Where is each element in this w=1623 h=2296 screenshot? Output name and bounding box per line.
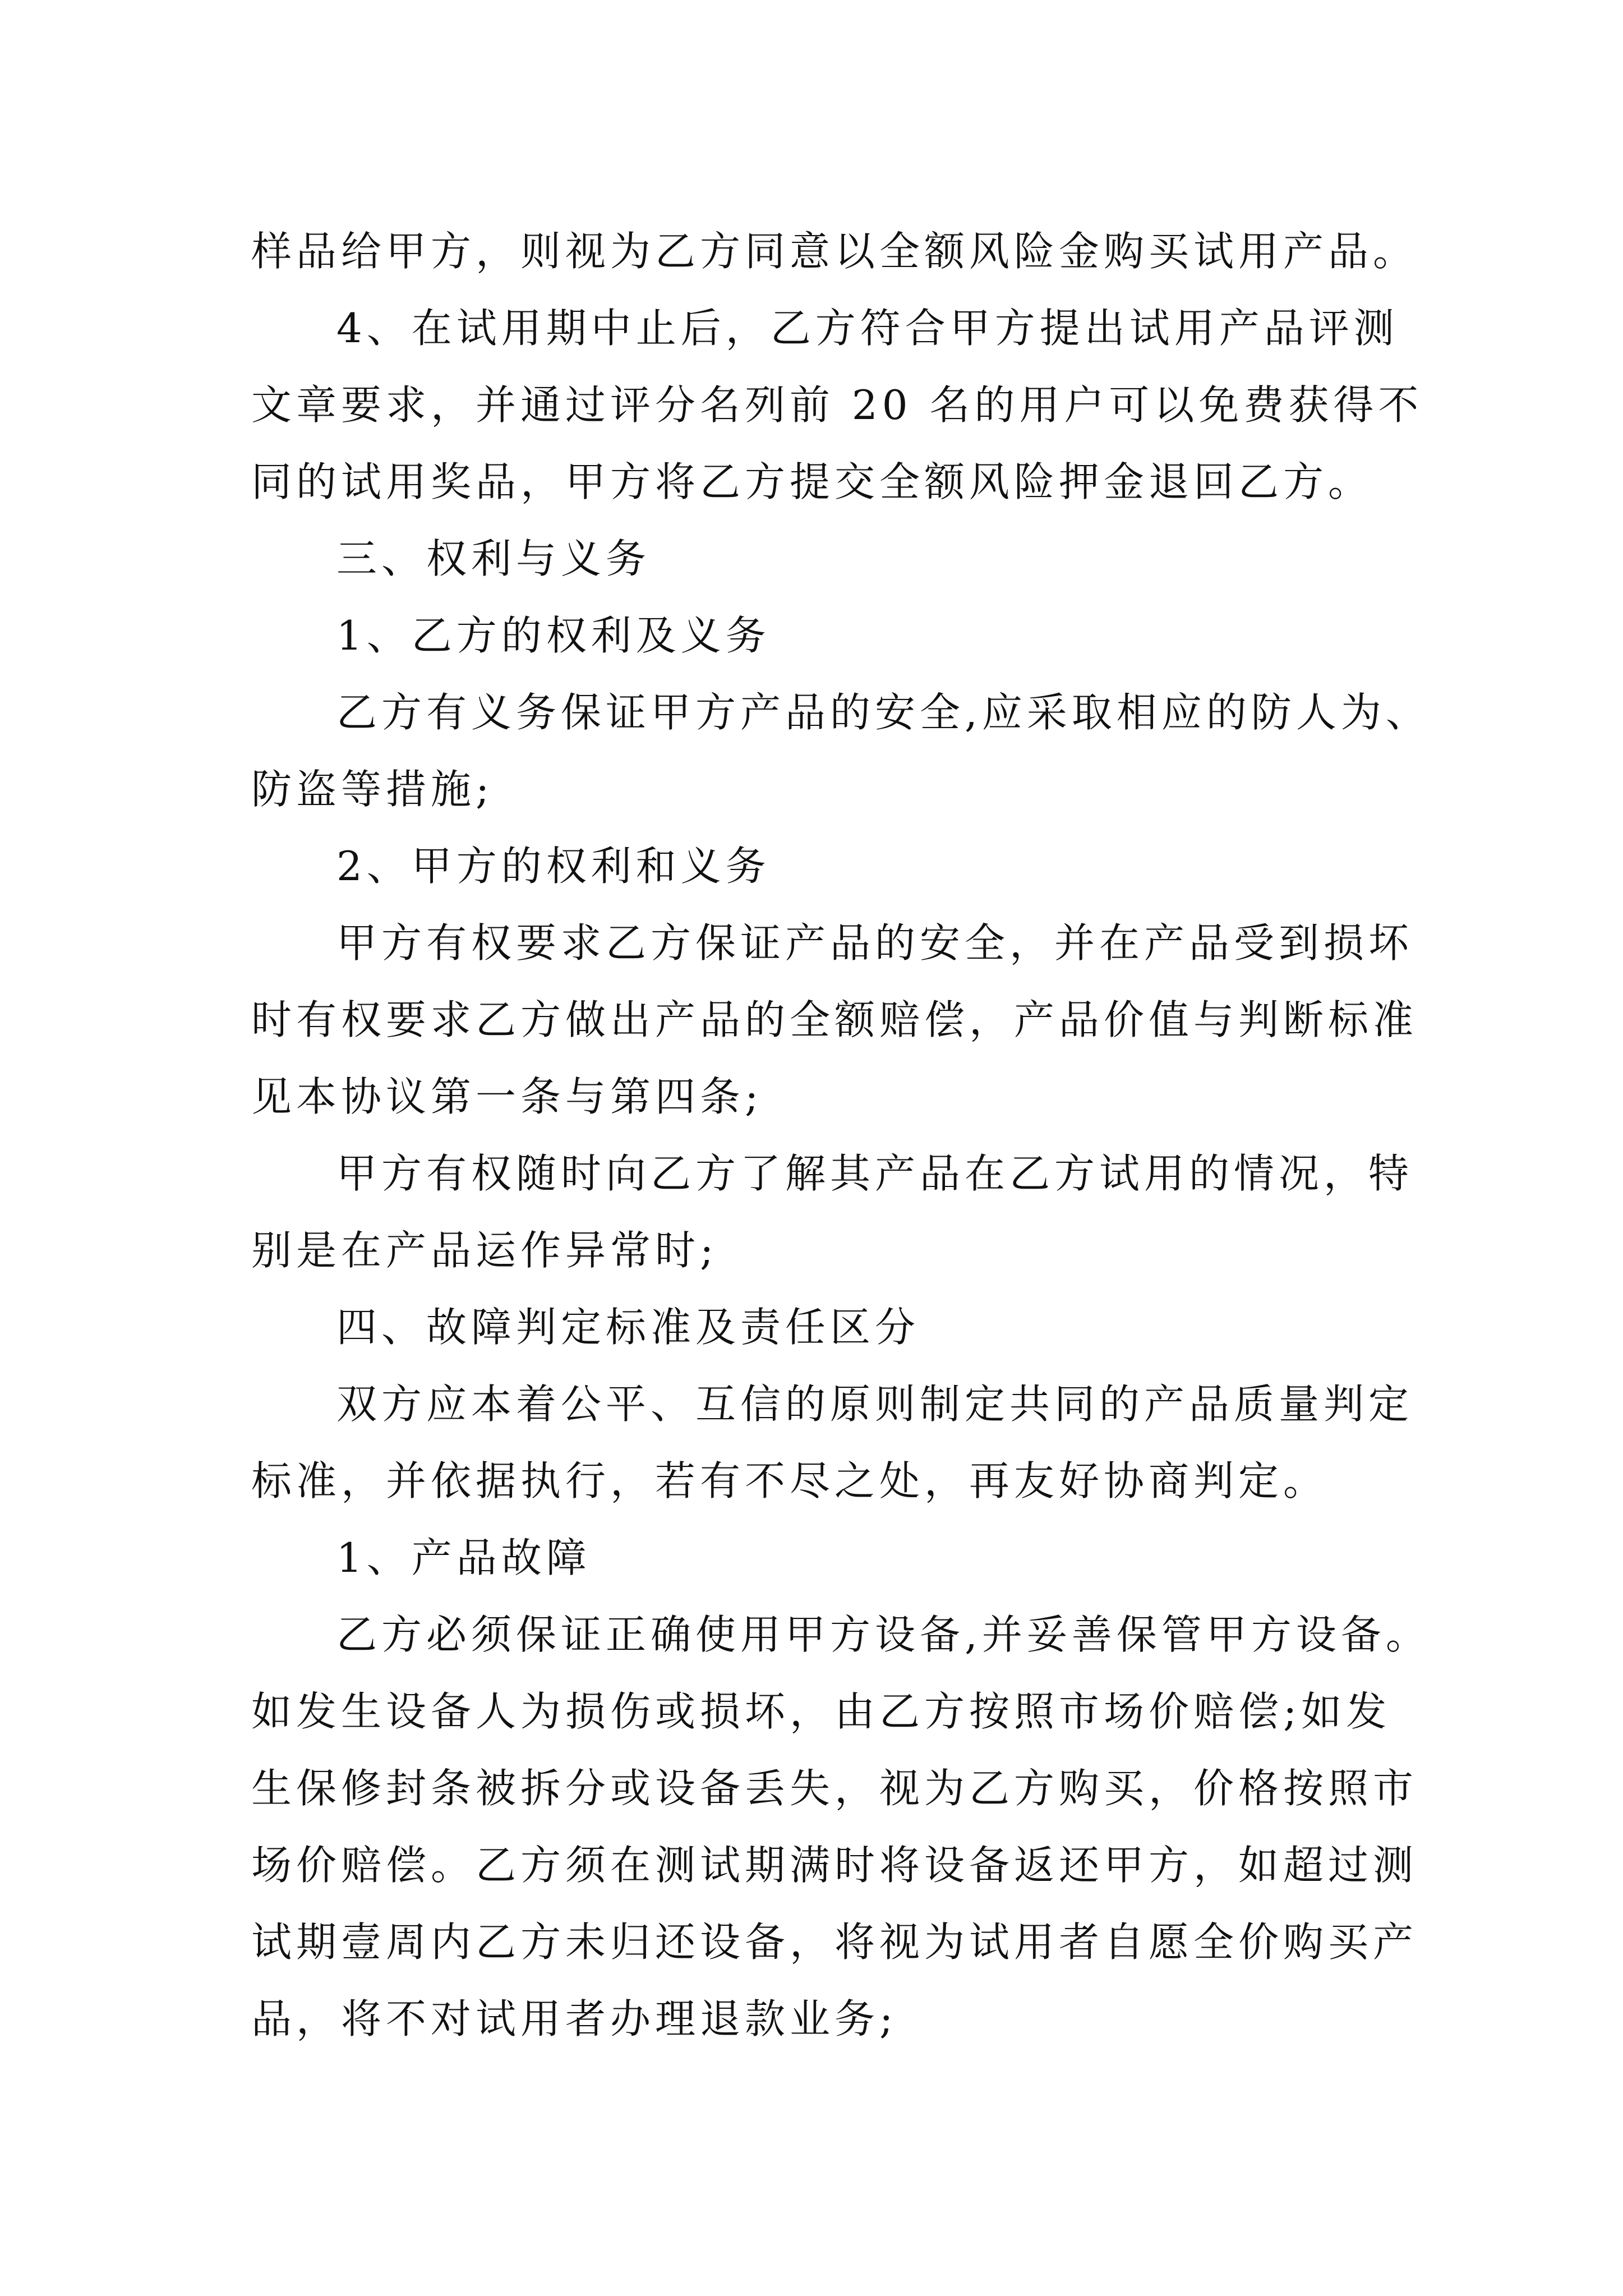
text-line: 甲方有权随时向乙方了解其产品在乙方试用的情况，特: [336, 1150, 1414, 1197]
text-line: 生保修封条被拆分或设备丢失，视为乙方购买，价格按照市: [251, 1765, 1418, 1812]
text-line: 防盗等措施;: [251, 766, 494, 813]
text-line: 试期壹周内乙方未归还设备，将视为试用者自愿全价购买产: [251, 1918, 1418, 1966]
text-line: 双方应本着公平、互信的原则制定共同的产品质量判定: [336, 1381, 1414, 1428]
text-line: 甲方有权要求乙方保证产品的安全，并在产品受到损坏: [336, 919, 1414, 967]
text-line: 如发生设备人为损伤或损坏，由乙方按照市场价赔偿;如发: [251, 1688, 1391, 1735]
text-line: 乙方有义务保证甲方产品的安全,应采取相应的防人为、: [336, 689, 1431, 736]
text-line: 品，将不对试用者办理退款业务;: [251, 1995, 898, 2042]
section-heading: 三、权利与义务: [336, 535, 651, 582]
section-heading: 四、故障判定标准及责任区分: [336, 1304, 920, 1351]
text-line: 乙方必须保证正确使用甲方设备,并妥善保管甲方设备。: [336, 1611, 1431, 1658]
subsection-heading: 2、甲方的权利和义务: [336, 843, 771, 890]
text-line: 见本协议第一条与第四条;: [251, 1073, 763, 1120]
text-line: 标准，并依据执行，若有不尽之处，再友好协商判定。: [251, 1457, 1329, 1504]
subsection-heading: 1、产品故障: [336, 1534, 591, 1581]
text-line: 样品给甲方，则视为乙方同意以全额风险金购买试用产品。: [251, 228, 1418, 275]
text-line: 场价赔偿。乙方须在测试期满时将设备返还甲方，如超过测: [251, 1842, 1418, 1889]
subsection-heading: 1、乙方的权利及义务: [336, 612, 771, 659]
text-line: 时有权要求乙方做出产品的全额赔偿，产品价值与判断标准: [251, 996, 1418, 1043]
text-line: 4、在试用期中止后，乙方符合甲方提出试用产品评测: [336, 305, 1399, 352]
text-line: 同的试用奖品，甲方将乙方提交全额风险押金退回乙方。: [251, 458, 1373, 505]
text-line: 别是在产品运作异常时;: [251, 1227, 718, 1274]
text-line: 文章要求，并通过评分名列前 20 名的用户可以免费获得不: [251, 381, 1423, 429]
